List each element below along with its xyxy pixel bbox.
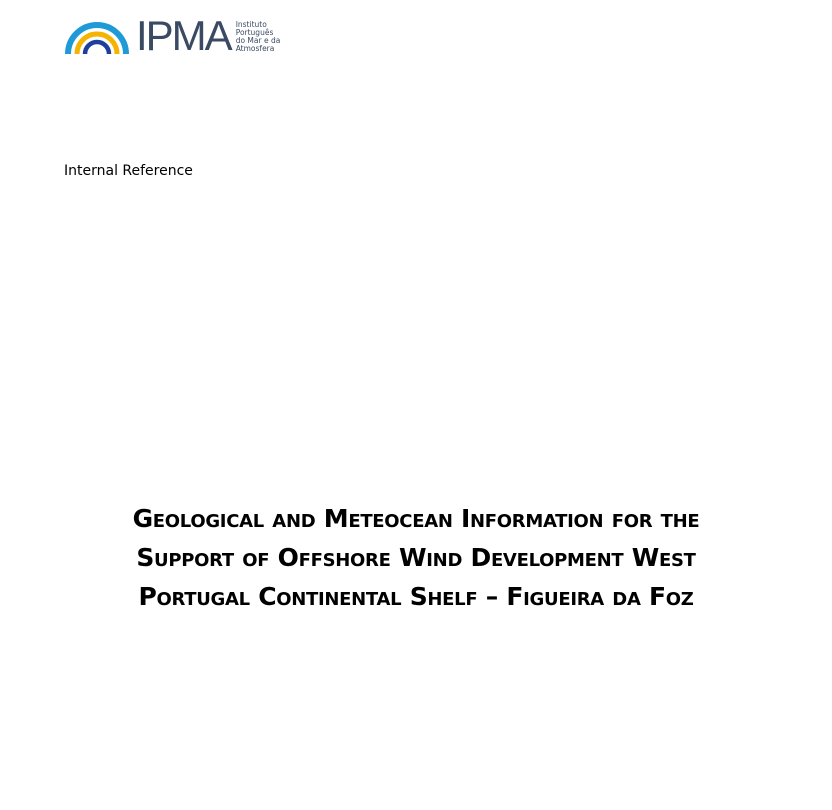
logo-arc-inner	[85, 42, 109, 54]
document-title-line: Portugal Continental Shelf – Figueira da Foz	[138, 582, 694, 611]
logo-tagline-line: Instituto	[235, 20, 267, 29]
logo-wordmark: IPMA	[136, 12, 231, 59]
logo-tagline-line: Português	[235, 28, 274, 37]
document-title-line: Geological and Meteocean Information for the	[132, 504, 700, 533]
document-title-line: Support of Offshore Wind Development West	[136, 543, 696, 572]
internal-reference-label: Internal Reference	[64, 163, 193, 179]
logo-tagline-line: Atmosfera	[235, 44, 275, 53]
document-title	[60, 499, 772, 616]
logo-tagline-line: do Mar e da	[235, 36, 281, 45]
ipma-rainbow-arcs-icon	[64, 16, 130, 56]
ipma-logo	[64, 14, 306, 58]
logo-tagline	[236, 21, 306, 53]
